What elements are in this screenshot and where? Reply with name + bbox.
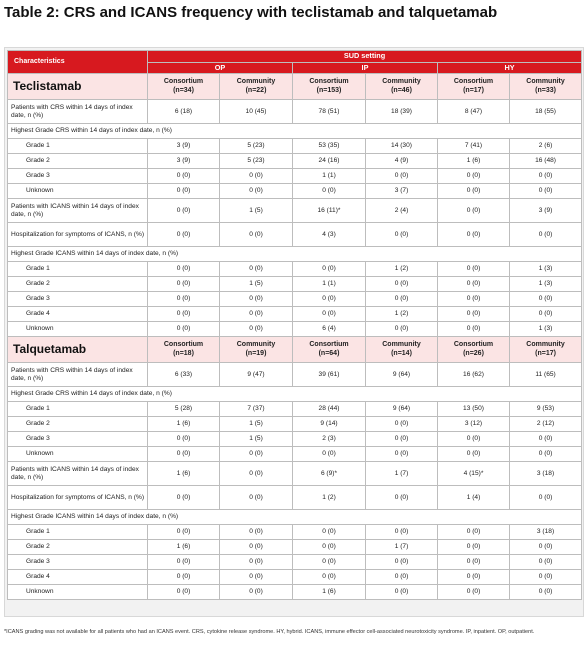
value-cell: 16 (48): [510, 154, 582, 169]
table-row: [8, 432, 582, 447]
value-cell: 5 (23): [220, 154, 293, 169]
group-header: Community (n=17): [510, 337, 582, 363]
value-cell: 0 (0): [366, 585, 438, 600]
value-cell: 0 (0): [510, 486, 582, 510]
value-cell: 1 (4): [438, 486, 510, 510]
value-cell: 1 (3): [510, 277, 582, 292]
value-cell: 0 (0): [148, 199, 220, 223]
value-cell: 28 (44): [293, 402, 366, 417]
row-label: Grade 1: [8, 139, 148, 154]
value-cell: 0 (0): [148, 184, 220, 199]
row-label: Unknown: [8, 322, 148, 337]
value-cell: 7 (41): [438, 139, 510, 154]
value-cell: 6 (33): [148, 363, 220, 387]
value-cell: 0 (0): [220, 184, 293, 199]
value-cell: 0 (0): [148, 307, 220, 322]
value-cell: 0 (0): [510, 169, 582, 184]
value-cell: 0 (0): [293, 540, 366, 555]
table-row: [8, 169, 582, 184]
value-cell: 0 (0): [510, 184, 582, 199]
row-label: Grade 4: [8, 307, 148, 322]
row-label: Grade 3: [8, 292, 148, 307]
value-cell: 1 (7): [366, 540, 438, 555]
subheading-cell: Highest Grade CRS within 14 days of index date, n (%): [8, 124, 582, 139]
value-cell: 0 (0): [438, 199, 510, 223]
value-cell: 0 (0): [438, 585, 510, 600]
value-cell: 0 (0): [366, 169, 438, 184]
table-row: [8, 277, 582, 292]
value-cell: 2 (6): [510, 139, 582, 154]
value-cell: 0 (0): [510, 307, 582, 322]
section-name: Talquetamab: [8, 337, 148, 363]
row-label: Unknown: [8, 585, 148, 600]
row-label: Patients with CRS within 14 days of index date, n (%): [8, 363, 148, 387]
row-label: Unknown: [8, 447, 148, 462]
value-cell: 0 (0): [438, 525, 510, 540]
group-header: Consortium (n=17): [438, 74, 510, 100]
value-cell: 1 (1): [293, 169, 366, 184]
value-cell: 0 (0): [220, 292, 293, 307]
value-cell: 0 (0): [438, 277, 510, 292]
table-row: [8, 184, 582, 199]
table-row: [8, 199, 582, 223]
header-row-top: [8, 51, 582, 63]
group-header: Community (n=46): [366, 74, 438, 100]
subheading-cell: Highest Grade ICANS within 14 days of index date, n (%): [8, 510, 582, 525]
value-cell: 0 (0): [366, 447, 438, 462]
value-cell: 0 (0): [293, 292, 366, 307]
row-label: Hospitalization for symptoms of ICANS, n (%): [8, 486, 148, 510]
row-label: Grade 1: [8, 402, 148, 417]
value-cell: 0 (0): [366, 417, 438, 432]
group-header: Community (n=33): [510, 74, 582, 100]
value-cell: 1 (5): [220, 432, 293, 447]
row-label: Grade 2: [8, 154, 148, 169]
value-cell: 6 (9)*: [293, 462, 366, 486]
value-cell: 39 (61): [293, 363, 366, 387]
value-cell: 0 (0): [148, 555, 220, 570]
value-cell: 1 (6): [293, 585, 366, 600]
value-cell: 0 (0): [148, 486, 220, 510]
value-cell: 0 (0): [293, 307, 366, 322]
row-label: Patients with CRS within 14 days of index date, n (%): [8, 100, 148, 124]
value-cell: 1 (6): [438, 154, 510, 169]
value-cell: 1 (3): [510, 262, 582, 277]
table-row: [8, 262, 582, 277]
table-row: [8, 555, 582, 570]
table-row: [8, 570, 582, 585]
value-cell: 0 (0): [510, 585, 582, 600]
table-row: [8, 154, 582, 169]
value-cell: 0 (0): [220, 223, 293, 247]
value-cell: 9 (64): [366, 363, 438, 387]
value-cell: 16 (11)*: [293, 199, 366, 223]
table-row: [8, 462, 582, 486]
value-cell: 0 (0): [148, 447, 220, 462]
value-cell: 6 (18): [148, 100, 220, 124]
value-cell: 0 (0): [220, 307, 293, 322]
table-row: [8, 247, 582, 262]
value-cell: 1 (2): [366, 262, 438, 277]
table-row: [8, 363, 582, 387]
group-header: Consortium (n=64): [293, 337, 366, 363]
value-cell: 1 (2): [293, 486, 366, 510]
value-cell: 0 (0): [438, 432, 510, 447]
characteristics-header: Characteristics: [8, 51, 148, 74]
value-cell: 0 (0): [220, 262, 293, 277]
footnote: *ICANS grading was not available for all patients who had an ICANS event. CRS, cytokine release syndrome. HY, hybrid. ICANS, immune effector cell-associated neurotoxicity syndrome. IP, inpatient. OP, outpatient.: [4, 629, 535, 635]
value-cell: 1 (3): [510, 322, 582, 337]
table-row: [8, 447, 582, 462]
row-label: Patients with ICANS within 14 days of index date, n (%): [8, 199, 148, 223]
value-cell: 0 (0): [148, 570, 220, 585]
row-label: Grade 1: [8, 262, 148, 277]
group-header: Consortium (n=26): [438, 337, 510, 363]
value-cell: 0 (0): [510, 540, 582, 555]
value-cell: 0 (0): [148, 292, 220, 307]
value-cell: 0 (0): [510, 447, 582, 462]
setting-header: SUD setting: [148, 51, 582, 63]
value-cell: 13 (50): [438, 402, 510, 417]
value-cell: 0 (0): [366, 322, 438, 337]
value-cell: 1 (6): [148, 540, 220, 555]
value-cell: 0 (0): [366, 570, 438, 585]
value-cell: 0 (0): [148, 262, 220, 277]
value-cell: 2 (3): [293, 432, 366, 447]
table-row: [8, 322, 582, 337]
value-cell: 0 (0): [220, 462, 293, 486]
value-cell: 78 (51): [293, 100, 366, 124]
value-cell: 0 (0): [510, 432, 582, 447]
setting-ip: IP: [293, 63, 438, 74]
value-cell: 0 (0): [438, 184, 510, 199]
table-title: Table 2: CRS and ICANS frequency with teclistamab and talquetamab: [4, 4, 498, 21]
value-cell: 0 (0): [220, 540, 293, 555]
value-cell: 14 (30): [366, 139, 438, 154]
table-row: [8, 525, 582, 540]
row-label: Grade 4: [8, 570, 148, 585]
value-cell: 0 (0): [438, 447, 510, 462]
value-cell: 0 (0): [148, 432, 220, 447]
value-cell: 0 (0): [366, 525, 438, 540]
value-cell: 0 (0): [438, 223, 510, 247]
table-row: [8, 307, 582, 322]
value-cell: 0 (0): [148, 525, 220, 540]
value-cell: 18 (39): [366, 100, 438, 124]
row-label: Grade 1: [8, 525, 148, 540]
value-cell: 0 (0): [366, 432, 438, 447]
value-cell: 3 (18): [510, 462, 582, 486]
setting-op: OP: [148, 63, 293, 74]
value-cell: 0 (0): [438, 292, 510, 307]
subheading-cell: Highest Grade CRS within 14 days of index date, n (%): [8, 387, 582, 402]
value-cell: 0 (0): [148, 322, 220, 337]
table-row: [8, 387, 582, 402]
value-cell: 0 (0): [220, 570, 293, 585]
value-cell: 0 (0): [293, 570, 366, 585]
value-cell: 4 (3): [293, 223, 366, 247]
value-cell: 2 (12): [510, 417, 582, 432]
value-cell: 0 (0): [148, 585, 220, 600]
value-cell: 0 (0): [220, 169, 293, 184]
table-row: [8, 585, 582, 600]
value-cell: 3 (18): [510, 525, 582, 540]
value-cell: 9 (64): [366, 402, 438, 417]
value-cell: 1 (1): [293, 277, 366, 292]
row-label: Grade 2: [8, 277, 148, 292]
table-row: [8, 139, 582, 154]
row-label: Grade 3: [8, 555, 148, 570]
value-cell: 0 (0): [293, 262, 366, 277]
value-cell: 0 (0): [220, 585, 293, 600]
value-cell: 0 (0): [148, 223, 220, 247]
value-cell: 0 (0): [438, 555, 510, 570]
row-label: Unknown: [8, 184, 148, 199]
table-row: [8, 510, 582, 525]
value-cell: 1 (6): [148, 417, 220, 432]
value-cell: 4 (9): [366, 154, 438, 169]
value-cell: 0 (0): [510, 570, 582, 585]
value-cell: 6 (4): [293, 322, 366, 337]
value-cell: 0 (0): [220, 322, 293, 337]
value-cell: 8 (47): [438, 100, 510, 124]
value-cell: 0 (0): [366, 555, 438, 570]
value-cell: 5 (23): [220, 139, 293, 154]
value-cell: 3 (9): [148, 139, 220, 154]
value-cell: 0 (0): [510, 555, 582, 570]
value-cell: 1 (5): [220, 417, 293, 432]
value-cell: 2 (4): [366, 199, 438, 223]
row-label: Grade 3: [8, 432, 148, 447]
value-cell: 0 (0): [293, 555, 366, 570]
row-label: Patients with ICANS within 14 days of index date, n (%): [8, 462, 148, 486]
value-cell: 9 (47): [220, 363, 293, 387]
value-cell: 0 (0): [220, 525, 293, 540]
value-cell: 0 (0): [438, 540, 510, 555]
table-row: [8, 486, 582, 510]
value-cell: 1 (5): [220, 199, 293, 223]
value-cell: 3 (12): [438, 417, 510, 432]
value-cell: 0 (0): [293, 447, 366, 462]
table-row: [8, 223, 582, 247]
value-cell: 0 (0): [366, 223, 438, 247]
table-row: [8, 124, 582, 139]
row-label: Grade 3: [8, 169, 148, 184]
value-cell: 0 (0): [148, 277, 220, 292]
row-label: Grade 2: [8, 417, 148, 432]
group-header: Consortium (n=34): [148, 74, 220, 100]
value-cell: 0 (0): [510, 292, 582, 307]
group-header: Community (n=22): [220, 74, 293, 100]
row-label: Hospitalization for symptoms of ICANS, n (%): [8, 223, 148, 247]
value-cell: 0 (0): [148, 169, 220, 184]
value-cell: 5 (28): [148, 402, 220, 417]
setting-hy: HY: [438, 63, 582, 74]
value-cell: 0 (0): [366, 277, 438, 292]
value-cell: 1 (2): [366, 307, 438, 322]
group-header: Consortium (n=153): [293, 74, 366, 100]
value-cell: 10 (45): [220, 100, 293, 124]
value-cell: 3 (9): [148, 154, 220, 169]
row-label: Grade 2: [8, 540, 148, 555]
value-cell: 0 (0): [438, 570, 510, 585]
value-cell: 0 (0): [438, 169, 510, 184]
table-row: [8, 417, 582, 432]
table-body: [8, 51, 582, 600]
value-cell: 1 (7): [366, 462, 438, 486]
value-cell: 4 (15)*: [438, 462, 510, 486]
section-header-row: [8, 337, 582, 363]
value-cell: 0 (0): [438, 322, 510, 337]
value-cell: 7 (37): [220, 402, 293, 417]
results-table: [7, 50, 582, 600]
value-cell: 11 (65): [510, 363, 582, 387]
value-cell: 18 (55): [510, 100, 582, 124]
table-row: [8, 540, 582, 555]
group-header: Consortium (n=18): [148, 337, 220, 363]
group-header: Community (n=14): [366, 337, 438, 363]
value-cell: 53 (35): [293, 139, 366, 154]
value-cell: 1 (6): [148, 462, 220, 486]
value-cell: 3 (9): [510, 199, 582, 223]
table-row: [8, 402, 582, 417]
value-cell: 9 (53): [510, 402, 582, 417]
value-cell: 9 (14): [293, 417, 366, 432]
section-name: Teclistamab: [8, 74, 148, 100]
value-cell: 3 (7): [366, 184, 438, 199]
value-cell: 16 (62): [438, 363, 510, 387]
value-cell: 0 (0): [293, 525, 366, 540]
value-cell: 1 (5): [220, 277, 293, 292]
value-cell: 0 (0): [220, 555, 293, 570]
value-cell: 24 (16): [293, 154, 366, 169]
group-header: Community (n=19): [220, 337, 293, 363]
value-cell: 0 (0): [438, 307, 510, 322]
table-row: [8, 292, 582, 307]
value-cell: 0 (0): [510, 223, 582, 247]
value-cell: 0 (0): [366, 486, 438, 510]
value-cell: 0 (0): [293, 184, 366, 199]
value-cell: 0 (0): [366, 292, 438, 307]
value-cell: 0 (0): [220, 447, 293, 462]
table-row: [8, 100, 582, 124]
section-header-row: [8, 74, 582, 100]
value-cell: 0 (0): [220, 486, 293, 510]
subheading-cell: Highest Grade ICANS within 14 days of index date, n (%): [8, 247, 582, 262]
value-cell: 0 (0): [438, 262, 510, 277]
